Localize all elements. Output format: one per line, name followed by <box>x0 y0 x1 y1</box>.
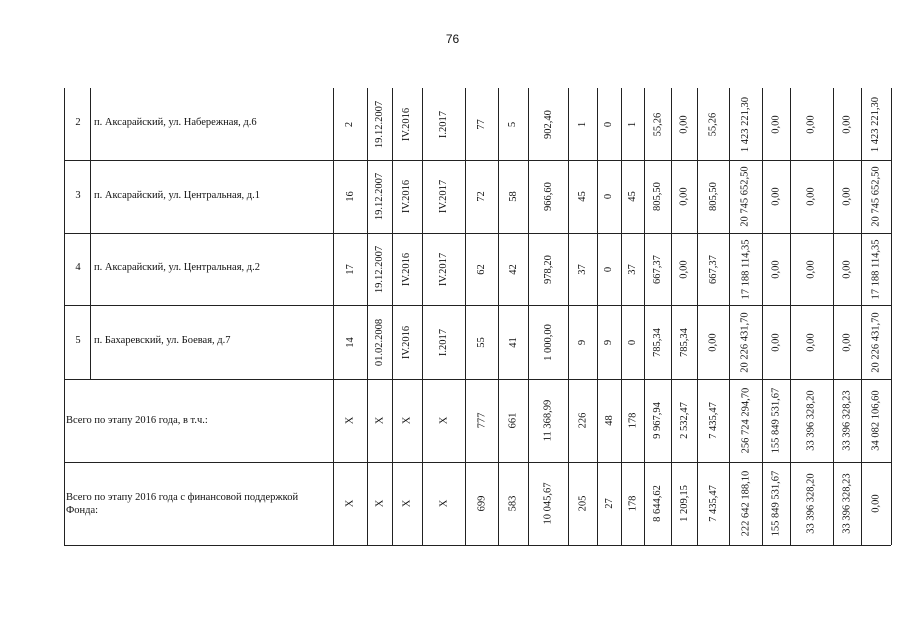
cell-c3-text: 14 <box>344 336 356 348</box>
cell-c19-text: 0,00 <box>841 332 853 352</box>
cell-c6-text: IV.2017 <box>437 179 449 214</box>
total-cell-c9-text: 11 368,99 <box>542 399 554 442</box>
total-cell-c6 <box>422 379 465 462</box>
cell-c13-text: 667,37 <box>652 254 663 284</box>
total-cell-c7-text: 699 <box>476 495 487 512</box>
total-cell-c11 <box>597 379 621 462</box>
cell-c5-text: IV.2016 <box>401 179 413 214</box>
cell-c16-text: 20 745 652,50 <box>740 166 751 227</box>
total-cell-c10 <box>568 462 597 545</box>
cell-c12 <box>621 88 644 160</box>
total-cell-c8-text: 661 <box>507 412 519 429</box>
total-cell-c10-text: 205 <box>577 495 588 512</box>
cell-c9 <box>528 160 568 233</box>
total-cell-c4-text: X <box>374 499 385 508</box>
cell-c9-text: 966,60 <box>542 182 554 211</box>
cell-c3 <box>333 233 367 305</box>
total-cell-c14-text: 2 532,47 <box>678 402 690 439</box>
cell-c15-text: 805,50 <box>707 182 719 211</box>
cell-c14-text: 785,34 <box>678 327 690 357</box>
total-cell-c5 <box>392 462 422 545</box>
cell-c9 <box>528 305 568 379</box>
row-number: 4 <box>75 262 81 273</box>
row-address: п. Аксарайский, ул. Набережная, д.6 <box>94 117 257 128</box>
cell-c18 <box>790 88 833 160</box>
cell-c12 <box>621 160 644 233</box>
cell-c6 <box>422 233 465 305</box>
cell-c15 <box>697 305 729 379</box>
cell-c14-text: 0,00 <box>678 187 690 206</box>
cell-c20 <box>861 305 891 379</box>
row-divider <box>64 545 891 546</box>
cell-c6-text: IV.2017 <box>437 252 449 286</box>
total-cell-c9-text: 10 045,67 <box>542 482 554 525</box>
cell-c19 <box>833 88 861 160</box>
cell-c8 <box>498 233 528 305</box>
total-cell-c18 <box>790 462 833 545</box>
cell-c13 <box>644 233 671 305</box>
cell-c16 <box>729 88 762 160</box>
cell-c9-text: 1 000,00 <box>542 323 554 361</box>
cell-c11 <box>597 160 621 233</box>
cell-c13 <box>644 305 671 379</box>
total-cell-c18-text: 33 396 328,20 <box>806 473 817 534</box>
total-cell-c20-text: 0,00 <box>870 494 882 513</box>
total-cell-c11-text: 48 <box>603 415 615 426</box>
cell-c10 <box>568 305 597 379</box>
cell-c18-text: 0,00 <box>806 114 817 134</box>
total-cell-c12-text: 178 <box>627 412 638 429</box>
cell-c19-text: 0,00 <box>841 114 853 134</box>
total-cell-c18 <box>790 379 833 462</box>
total-cell-c17 <box>762 379 790 462</box>
column-divider <box>90 88 91 379</box>
total-cell-c8 <box>498 462 528 545</box>
cell-c5 <box>392 88 422 160</box>
cell-c5-text: IV.2016 <box>401 107 413 141</box>
cell-c4-text: 19.12.2007 <box>374 100 385 148</box>
cell-c4 <box>367 160 392 233</box>
total-cell-c20 <box>861 379 891 462</box>
total-cell-c17-text: 155 849 531,67 <box>770 470 782 537</box>
total-cell-c3-text: X <box>344 499 356 508</box>
total-cell-c8-text: 583 <box>507 495 519 512</box>
cell-c10 <box>568 160 597 233</box>
cell-c11-text: 0 <box>603 266 615 272</box>
cell-c9-text: 902,40 <box>542 109 554 139</box>
cell-c8 <box>498 160 528 233</box>
cell-c12-text: 37 <box>627 263 638 275</box>
row-number: 3 <box>75 189 81 201</box>
total-cell-c18-text: 33 396 328,20 <box>806 390 817 451</box>
total-cell-c13-text: 8 644,62 <box>652 485 663 522</box>
cell-c12-text: 45 <box>627 191 638 202</box>
total-cell-c3 <box>333 462 367 545</box>
cell-c4-text: 19.12.2007 <box>374 172 385 221</box>
total-cell-c11 <box>597 462 621 545</box>
cell-c20 <box>861 233 891 305</box>
cell-c11 <box>597 305 621 379</box>
cell-c15-text: 0,00 <box>707 332 719 352</box>
cell-c17 <box>762 305 790 379</box>
total-cell-c4 <box>367 462 392 545</box>
cell-c15 <box>697 88 729 160</box>
cell-c15-text: 667,37 <box>707 254 719 284</box>
total-cell-c17 <box>762 462 790 545</box>
cell-c16-text: 17 188 114,35 <box>740 239 751 299</box>
total-cell-c7-text: 777 <box>476 412 487 429</box>
cell-c7 <box>465 160 498 233</box>
total-cell-c5-text: X <box>401 416 413 425</box>
column-divider <box>64 88 65 545</box>
cell-c5-text: IV.2016 <box>401 325 413 359</box>
total-cell-c13 <box>644 462 671 545</box>
total-cell-c20-text: 34 082 106,60 <box>870 390 882 451</box>
cell-c12-text: 1 <box>627 121 638 127</box>
total-cell-c9 <box>528 462 568 545</box>
total-cell-c6 <box>422 462 465 545</box>
row-address: п. Бахаревский, ул. Боевая, д.7 <box>94 335 231 346</box>
total-cell-c6-text: X <box>438 499 449 508</box>
cell-c17-text: 0,00 <box>770 332 782 352</box>
cell-c16-text: 1 423 221,30 <box>740 96 751 152</box>
cell-c19 <box>833 233 861 305</box>
cell-c14-text: 0,00 <box>678 259 690 279</box>
cell-c20-text: 1 423 221,30 <box>870 96 882 152</box>
row-address: п. Аксарайский, ул. Центральная, д.2 <box>94 262 260 273</box>
cell-c16 <box>729 233 762 305</box>
cell-c17 <box>762 233 790 305</box>
cell-c14 <box>671 233 697 305</box>
cell-c17 <box>762 88 790 160</box>
total-cell-c19 <box>833 379 861 462</box>
cell-c13 <box>644 160 671 233</box>
total-cell-c16-text: 222 642 188,10 <box>740 470 751 537</box>
cell-c7-text: 55 <box>476 336 487 348</box>
total-cell-c19-text: 33 396 328,23 <box>841 473 853 534</box>
cell-c8 <box>498 88 528 160</box>
cell-c4 <box>367 88 392 160</box>
cell-c19-text: 0,00 <box>841 259 853 279</box>
cell-c8-text: 41 <box>507 336 519 348</box>
cell-c15 <box>697 160 729 233</box>
cell-c7 <box>465 88 498 160</box>
cell-c3 <box>333 160 367 233</box>
cell-c17-text: 0,00 <box>770 114 782 134</box>
total-cell-c19-text: 33 396 328,23 <box>841 390 853 451</box>
cell-c7 <box>465 305 498 379</box>
cell-c11-text: 9 <box>603 339 615 345</box>
cell-c16 <box>729 305 762 379</box>
cell-c3-text: 17 <box>344 263 356 275</box>
cell-c5-text: IV.2016 <box>401 252 413 286</box>
cell-c5 <box>392 305 422 379</box>
cell-c9 <box>528 88 568 160</box>
cell-c8-text: 5 <box>507 121 519 127</box>
row-number: 5 <box>75 335 81 346</box>
cell-c8-text: 58 <box>507 191 519 202</box>
cell-c7-text: 62 <box>476 263 487 275</box>
total-cell-c4-text: X <box>374 416 385 425</box>
cell-c6 <box>422 160 465 233</box>
total-cell-c12 <box>621 379 644 462</box>
total-cell-c3-text: X <box>344 416 356 425</box>
total-cell-c8 <box>498 379 528 462</box>
cell-c12 <box>621 305 644 379</box>
total-label: Всего по этапу 2016 года, в т.ч.: <box>66 414 208 426</box>
cell-c7-text: 77 <box>476 118 487 130</box>
cell-c3-text: 16 <box>344 191 356 202</box>
cell-c6-text: I.2017 <box>438 328 449 356</box>
cell-c18-text: 0,00 <box>806 332 817 352</box>
cell-c10-text: 37 <box>577 263 588 275</box>
total-cell-c6-text: X <box>438 416 449 425</box>
cell-c11-text: 0 <box>603 121 615 127</box>
cell-c17 <box>762 160 790 233</box>
total-cell-c4 <box>367 379 392 462</box>
row-number: 2 <box>75 117 81 128</box>
cell-c9 <box>528 233 568 305</box>
cell-c11 <box>597 88 621 160</box>
cell-c20-text: 20 745 652,50 <box>870 166 882 227</box>
cell-c16 <box>729 160 762 233</box>
cell-c20 <box>861 88 891 160</box>
cell-c12-text: 0 <box>627 339 638 345</box>
cell-c13-text: 805,50 <box>652 182 663 211</box>
cell-c20-text: 20 226 431,70 <box>870 311 882 373</box>
cell-c8 <box>498 305 528 379</box>
cell-c3 <box>333 305 367 379</box>
cell-c15 <box>697 233 729 305</box>
cell-c9-text: 978,20 <box>542 254 554 284</box>
cell-c16-text: 20 226 431,70 <box>740 311 751 373</box>
cell-c11-text: 0 <box>603 193 615 200</box>
cell-c19 <box>833 305 861 379</box>
total-cell-c7 <box>465 462 498 545</box>
cell-c14-text: 0,00 <box>678 114 690 134</box>
total-cell-c17-text: 155 849 531,67 <box>770 387 782 454</box>
total-cell-c16 <box>729 462 762 545</box>
cell-c4-text: 19.12.2007 <box>374 245 385 293</box>
total-cell-c20 <box>861 462 891 545</box>
cell-c10-text: 45 <box>577 191 588 202</box>
cell-c13-text: 55,26 <box>652 112 663 136</box>
total-cell-c13-text: 9 967,94 <box>652 402 663 439</box>
cell-c5 <box>392 160 422 233</box>
cell-c11 <box>597 233 621 305</box>
total-cell-c13 <box>644 379 671 462</box>
cell-c10-text: 1 <box>577 121 588 127</box>
total-cell-c14-text: 1 209,15 <box>678 485 690 522</box>
cell-c20 <box>861 160 891 233</box>
cell-c20-text: 17 188 114,35 <box>870 239 882 299</box>
total-cell-c12 <box>621 462 644 545</box>
cell-c19 <box>833 160 861 233</box>
cell-c18-text: 0,00 <box>806 187 817 206</box>
total-cell-c10 <box>568 379 597 462</box>
cell-c13 <box>644 88 671 160</box>
cell-c14 <box>671 88 697 160</box>
cell-c18-text: 0,00 <box>806 259 817 279</box>
cell-c17-text: 0,00 <box>770 259 782 279</box>
cell-c10 <box>568 88 597 160</box>
cell-c14 <box>671 305 697 379</box>
cell-c7-text: 72 <box>476 191 487 202</box>
cell-c6 <box>422 88 465 160</box>
cell-c15-text: 55,26 <box>707 112 719 136</box>
cell-c8-text: 42 <box>507 263 519 275</box>
total-label: Всего по этапу 2016 года с финансовой поддержкой Фонда: <box>66 491 299 516</box>
total-cell-c14 <box>671 462 697 545</box>
total-cell-c3 <box>333 379 367 462</box>
cell-c6 <box>422 305 465 379</box>
cell-c12 <box>621 233 644 305</box>
total-cell-c19 <box>833 462 861 545</box>
column-divider <box>891 88 892 545</box>
cell-c4 <box>367 233 392 305</box>
total-cell-c15 <box>697 379 729 462</box>
cell-c4-text: 01.02.2008 <box>374 318 385 366</box>
total-cell-c16 <box>729 379 762 462</box>
total-cell-c15 <box>697 462 729 545</box>
total-cell-c9 <box>528 379 568 462</box>
cell-c4 <box>367 305 392 379</box>
row-address: п. Аксарайский, ул. Центральная, д.1 <box>94 189 260 201</box>
total-cell-c14 <box>671 379 697 462</box>
page-number: 76 <box>445 32 460 46</box>
cell-c14 <box>671 160 697 233</box>
total-cell-c5-text: X <box>401 499 413 508</box>
cell-c10 <box>568 233 597 305</box>
cell-c5 <box>392 233 422 305</box>
total-cell-c10-text: 226 <box>577 412 588 429</box>
cell-c13-text: 785,34 <box>652 327 663 357</box>
cell-c7 <box>465 233 498 305</box>
cell-c18 <box>790 305 833 379</box>
cell-c3-text: 2 <box>344 121 356 127</box>
cell-c19-text: 0,00 <box>841 187 853 206</box>
total-cell-c12-text: 178 <box>627 495 638 512</box>
cell-c18 <box>790 160 833 233</box>
cell-c3 <box>333 88 367 160</box>
cell-c10-text: 9 <box>577 339 588 345</box>
total-cell-c5 <box>392 379 422 462</box>
total-cell-c7 <box>465 379 498 462</box>
total-cell-c11-text: 27 <box>603 498 615 509</box>
cell-c6-text: I.2017 <box>438 110 449 138</box>
total-cell-c15-text: 7 435,47 <box>707 402 719 439</box>
total-cell-c15-text: 7 435,47 <box>707 485 719 522</box>
cell-c17-text: 0,00 <box>770 187 782 206</box>
total-cell-c16-text: 256 724 294,70 <box>740 387 751 454</box>
cell-c18 <box>790 233 833 305</box>
